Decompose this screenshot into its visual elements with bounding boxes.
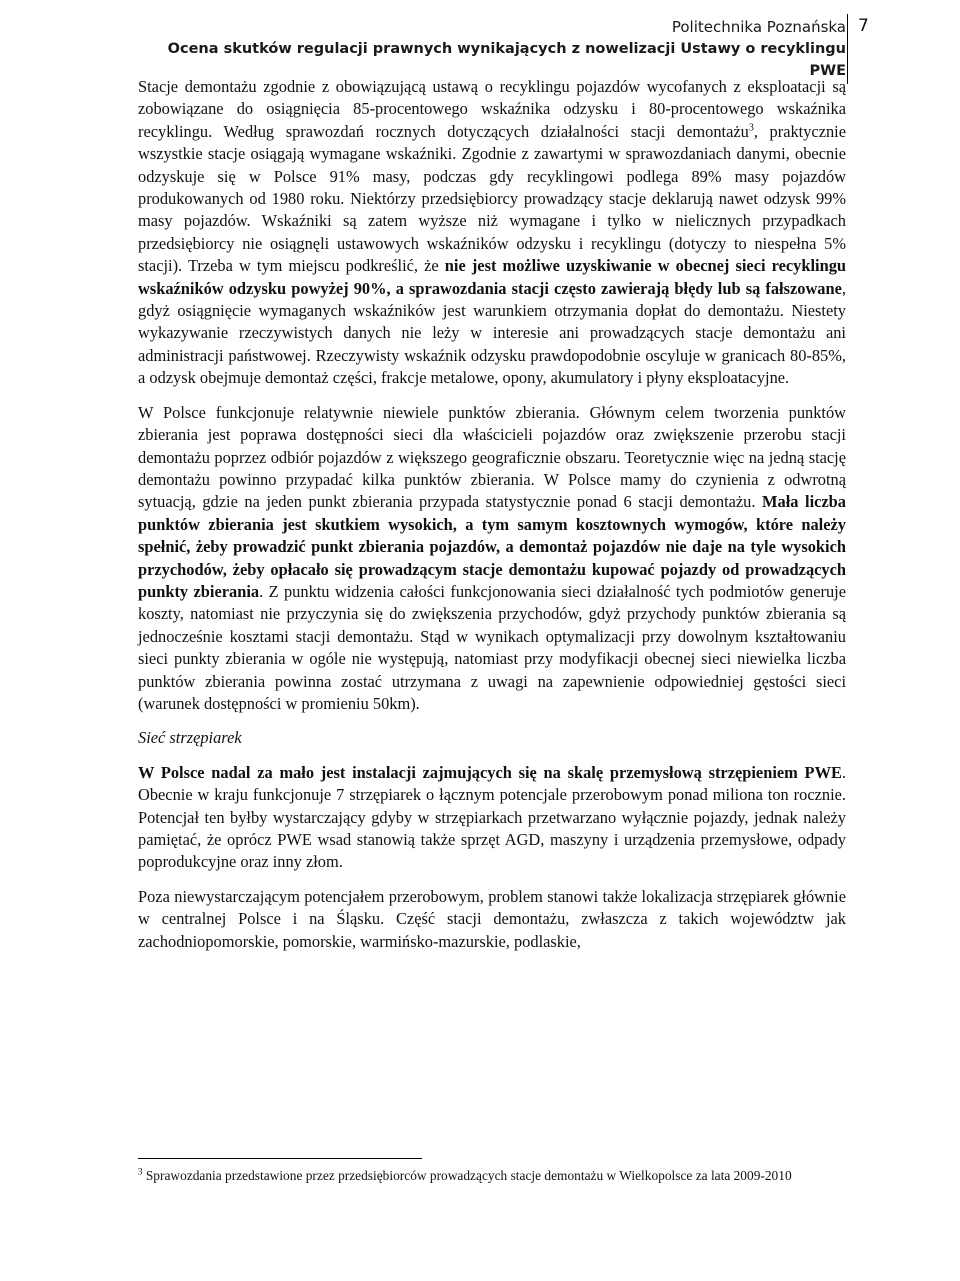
emphasis-text: Mała liczba punktów zbierania jest skutkiem wysokich, a tym samym kosztownych wymogów, które należy spełnić, żeby prowadzić punkt zbierania pojazdów, a demontaż pojazdów nie daje na tyle wysokich przychodów, żeby opłacało się prowadzącym stacje demontażu kupować pojazdy od prowadzących punkty zbierania xyxy=(138,492,846,601)
footnote-number: 3 xyxy=(138,1166,143,1177)
text-span: , gdyż osiągnięcie wymaganych wskaźników jest warunkiem otrzymania dopłat do demontażu. Niestety wykazywanie rzeczywistych danych nie leży w interesie ani prowadzących stacje demontażu ani administracji państwowej. Rzeczywisty wskaźnik odzysku prawdopodobnie oscyluje w granicach 80-85%, a odzysk obejmuje demontaż części, frakcje metalowe, opony, akumulatory i płyny eksploatacyjne. xyxy=(138,278,846,388)
section-heading: Sieć strzępiarek xyxy=(138,728,242,748)
paragraph-shredders xyxy=(138,762,846,874)
paragraph-recovery-rates xyxy=(138,76,846,390)
page-header xyxy=(138,16,846,82)
footnote-text: Sprawozdania przedstawione przez przedsiębiorców prowadzących stacje demontażu w Wielkopolsce za lata 2009-2010 xyxy=(142,1168,792,1183)
text-span: . Obecnie w kraju funkcjonuje 7 strzępiarek o łącznym potencjale przerobowym ponad miliona ton rocznie. Potencjał ten byłby wystarczający gdyby w strzępiarkach przetwarzano wyłącznie pojazdy, jednak należy pamiętać, że oprócz PWE wsad stanowią także sprzęt AGD, maszyny i urządzenia przemysłowe, odpady poprodukcyjne oraz inny złom. xyxy=(138,762,846,872)
paragraph-shredder-location xyxy=(138,886,846,953)
footnote-reference: 3 xyxy=(748,122,754,134)
header-divider xyxy=(847,14,848,84)
document-body xyxy=(138,76,846,965)
text-span: W Polsce funkcjonuje relatywnie niewiele punktów zbierania. Głównym celem tworzenia punktów zbierania jest poprawa dostępności sieci dla właścicieli pojazdów oraz zwiększenie przerobu stacji demontażu poprzez odbiór pojazdów z większego geograficznie obszaru. Teoretycznie więc na jedną stację demontażu powinno przypadać kilka punktów zbierania. W Polsce mamy do czynienia z odwrotną sytuacją, gdzie na jeden punkt zbierania przypada statystycznie ponad 6 stacji demontażu. xyxy=(138,402,846,512)
emphasis-text: W Polsce nadal za mało jest instalacji zajmujących się na skalę przemysłową strzępieniem PWE xyxy=(138,762,842,782)
header-title-line1: Ocena skutków regulacji prawnych wynikających z nowelizacji Ustawy o recyklingu xyxy=(167,41,846,57)
footnote-divider xyxy=(138,1158,422,1159)
footnote xyxy=(138,1166,846,1186)
text-span: Poza niewystarczającym potencjałem przerobowym, problem stanowi także lokalizacja strzępiarek głównie w centralnej Polsce i na Śląsku. Część stacji demontażu, zwłaszcza z takich województw jak zachodniopomorskie, pomorskie, warmińsko-mazurskie, podlaskie, xyxy=(138,886,846,951)
text-span: Stacje demontażu zgodnie z obowiązującą ustawą o recyklingu pojazdów wycofanych z eksploatacji są zobowiązane do osiągnięcia 85-procentowego wskaźnika odzysku i 80-procentowego wskaźnika recyklingu. Według sprawozdań rocznych dotyczących działalności stacji demontażu xyxy=(138,77,846,141)
header-organization: Politechnika Poznańska xyxy=(671,18,846,36)
emphasis-text: nie jest możliwe uzyskiwanie w obecnej sieci recyklingu wskaźników odzysku powyżej 90%, a sprawozdania stacji często zawierają błędy lub są fałszowane xyxy=(138,256,847,298)
text-span: . Z punktu widzenia całości funkcjonowania sieci działalność tych podmiotów generuje koszty, natomiast nie przyczynia się do zwiększenia przychodów, gdyż przychody punktów zbierania są jednocześnie kosztami stacji demontażu. Stąd w wynikach optymalizacji przy dowolnym kształtowaniu sieci punkty zbierania w ogóle nie występują, natomiast przy modyfikacji obecnej sieci niewielka liczba punktów zbierania powinna zostać utrzymana z uwagi na zapewnienie odpowiedniej gęstości sieci (warunek dostępności w promieniu 50km). xyxy=(138,581,846,713)
paragraph-collection-points xyxy=(138,402,846,716)
header-title-line2: PWE xyxy=(809,63,846,79)
text-span: , praktycznie wszystkie stacje osiągają wymagane wskaźniki. Zgodnie z zawartymi w sprawozdaniach danymi, obecnie odzyskuje się w Polsce 91% masy, podczas gdy recyklingowi podlega 89% masy pojazdów produkowanych od 1980 roku. Niektórzy przedsiębiorcy prowadzący stacje deklarują nawet odzysk 99% masy pojazdów. Wskaźniki są zatem wyższe niż wymagane i tylko w nielicznych przypadkach przedsiębiorcy nie osiągnęli ustawowych wskaźników odzysku i recyklingu (dotyczy to niespełna 5% stacji). Trzeba w tym miejscu podkreślić, że xyxy=(138,121,846,276)
page-number: 7 xyxy=(858,16,869,36)
